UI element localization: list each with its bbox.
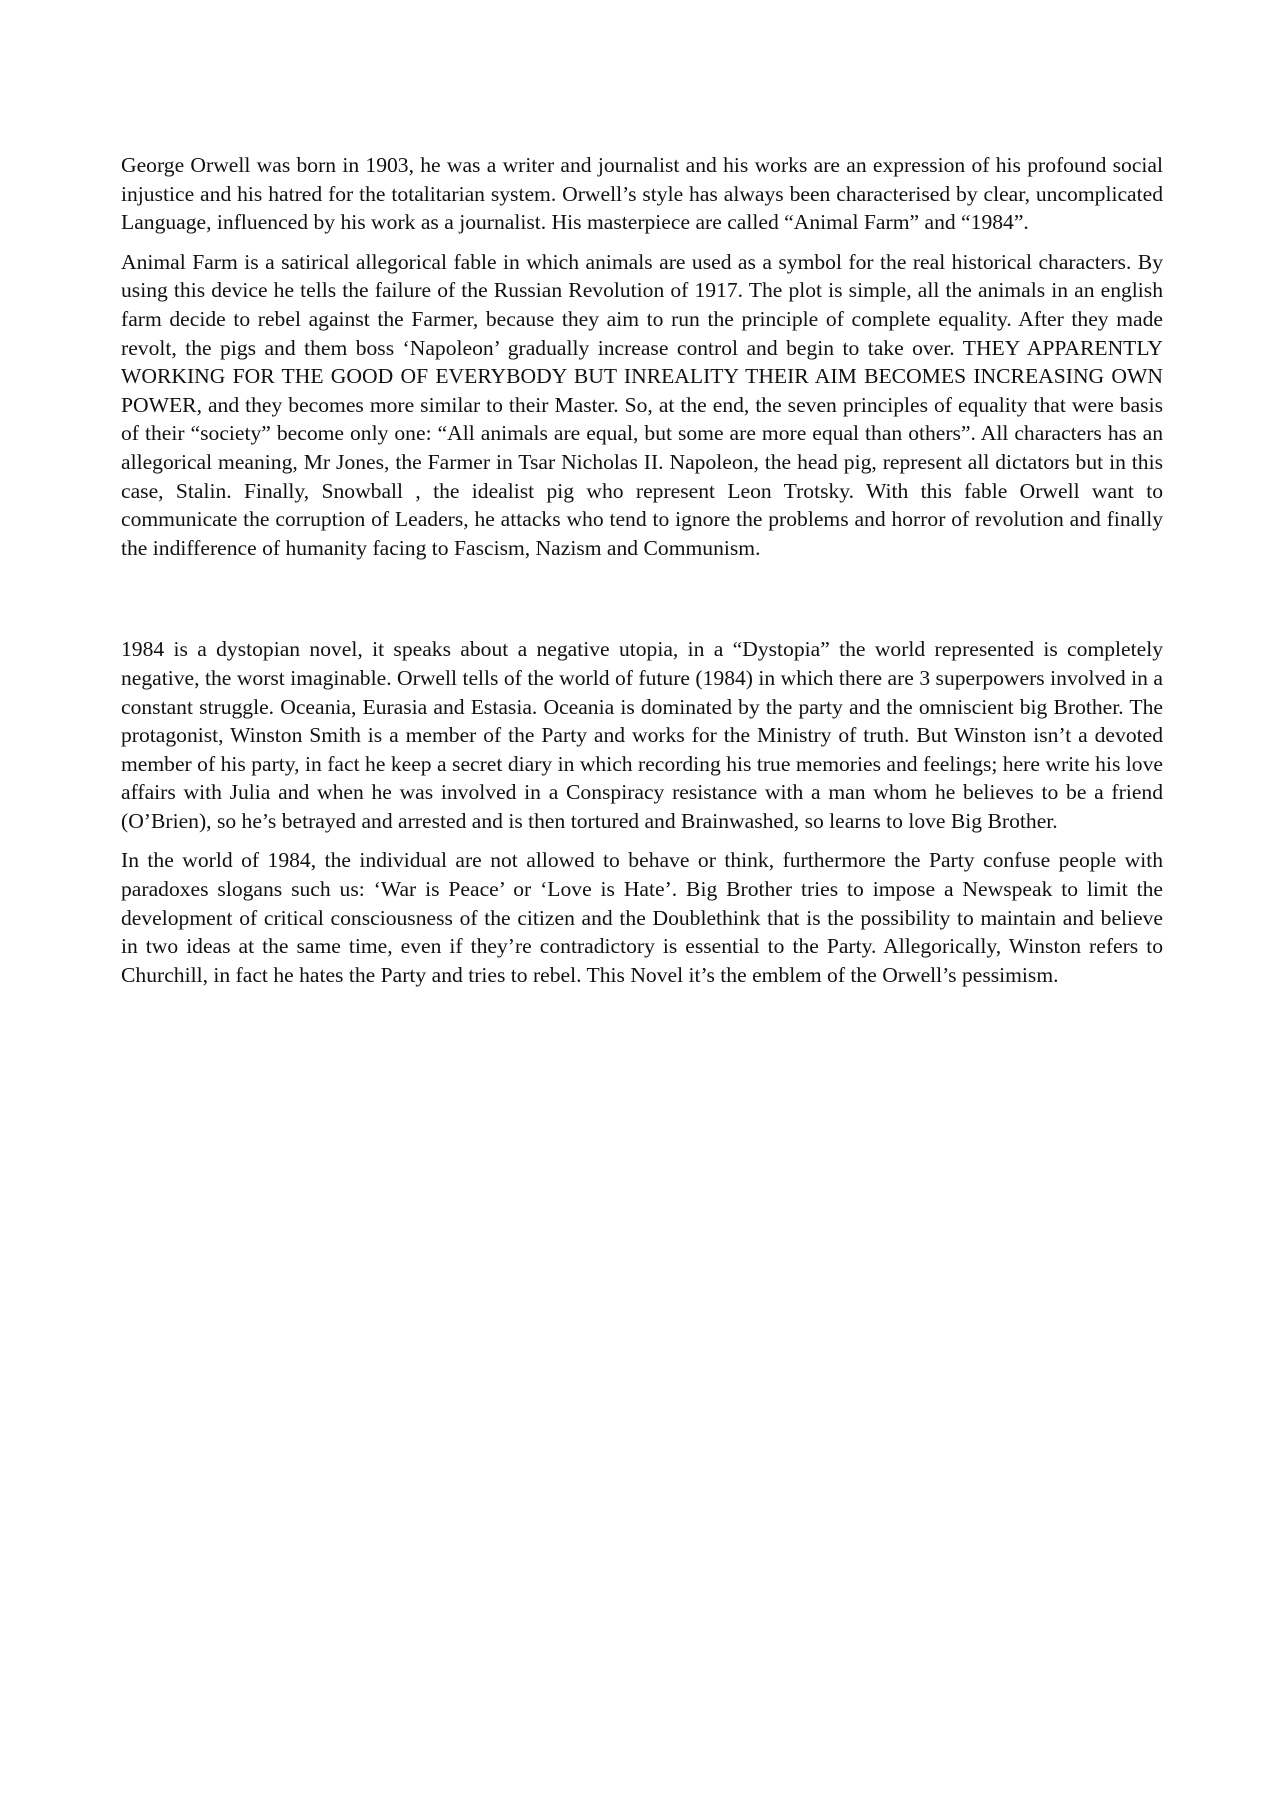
- paragraph-animal-farm: Animal Farm is a satirical allegorical fable in which animals are used as a symbol for the real historical characters. By using this device he tells the failure of the Russian Revolution of 1917. The plot is simple, all the animals in an english farm decide to rebel against the Farmer, because they aim to run the principle of complete equality. After they made revolt, the pigs and them boss ‘Napoleon’ gradually increase control and begin to take over. THEY APPARENTLY WORKING FOR THE GOOD OF EVERYBODY BUT INREALITY THEIR AIM BECOMES INCREASING OWN POWER, and they becomes more similar to their Master. So, at the end, the seven principles of equality that were basis of their “society” become only one: “All animals are equal, but some are more equal than others”. All characters has an allegorical meaning, Mr Jones, the Farmer in Tsar Nicholas II. Napoleon, the head pig, represent all dictators but in this case, Stalin. Finally, Snowball , the idealist pig who represent Leon Trotsky. With this fable Orwell want to communicate the corruption of Leaders, he attacks who tend to ignore the problems and horror of revolution and finally the indifference of humanity facing to Fascism, Nazism and Communism.: [121, 249, 1163, 560]
- document-body: [121, 151, 1163, 1000]
- paragraph-orwell-intro: George Orwell was born in 1903, he was a writer and journalist and his works are an expression of his profound social injustice and his hatred for the totalitarian system. Orwell’s style has always been characterised by clear, uncomplicated Language, influenced by his work as a journalist. His masterpiece are called “Animal Farm” and “1984”.: [121, 153, 1163, 235]
- paragraph-1984-themes: In the world of 1984, the individual are not allowed to behave or think, furthermore the Party confuse people with paradoxes slogans such us: ‘War is Peace’ or ‘Love is Hate’. Big Brother tries to impose a Newspeak to limit the development of critical consciousness of the citizen and the Doublethink that is the possibility to maintain and believe in two ideas at the same time, even if they’re contradictory is essential to the Party. Allegorically, Winston refers to Churchill, in fact he hates the Party and tries to rebel. This Novel it’s the emblem of the Orwell’s pessimism.: [121, 848, 1163, 987]
- paragraph-1984-overview: 1984 is a dystopian novel, it speaks about a negative utopia, in a “Dystopia” the world represented is completely negative, the worst imaginable. Orwell tells of the world of future (1984) in which there are 3 superpowers involved in a constant struggle. Oceania, Eurasia and Estasia. Oceania is dominated by the party and the omniscient big Brother. The protagonist, Winston Smith is a member of the Party and works for the Ministry of truth. But Winston isn’t a devoted member of his party, in fact he keep a secret diary in which recording his true memories and feelings; here write his love affairs with Julia and when he was involved in a Conspiracy resistance with a man whom he believes to be a friend (O’Brien), so he’s betrayed and arrested and is then tortured and Brainwashed, so learns to love Big Brother.: [121, 637, 1163, 833]
